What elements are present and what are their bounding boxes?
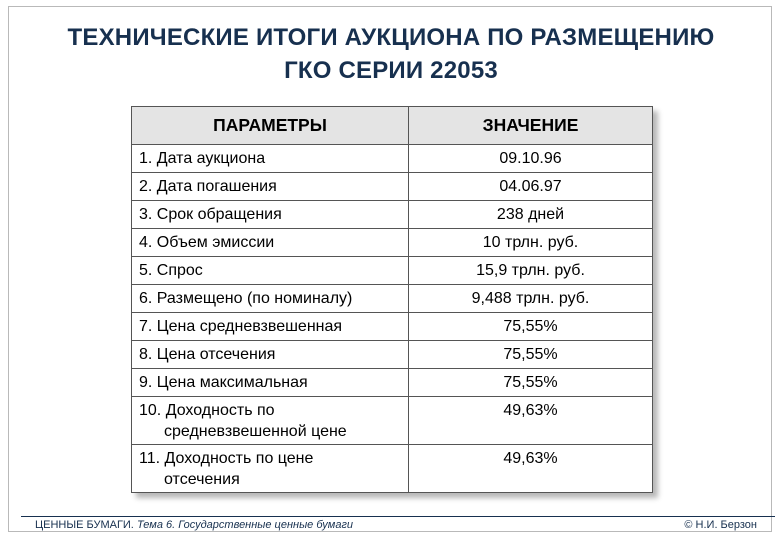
table-row [132,257,653,285]
param-cell: 4. Объем эмиссии [132,229,409,257]
table-row [132,173,653,201]
page-title [9,21,773,87]
param-cell: 2. Дата погашения [132,173,409,201]
param-cell: 7. Цена средневзвешенная [132,313,409,341]
value-cell: 10 трлн. руб. [409,229,653,257]
value-cell: 9,488 трлн. руб. [409,285,653,313]
column-header-value: ЗНАЧЕНИЕ [409,107,653,145]
value-cell: 09.10.96 [409,145,653,173]
table-row [132,369,653,397]
table-row [132,313,653,341]
param-text-continued: средневзвешенной цене [164,423,347,440]
value-cell: 238 дней [409,201,653,229]
param-cell: 5. Спрос [132,257,409,285]
value-cell: 75,55% [409,313,653,341]
value-cell: 49,63% [409,397,653,445]
table-header-row [132,107,653,145]
param-text: 11. Доходность по цене [139,450,314,467]
value-cell: 75,55% [409,369,653,397]
param-cell: 6. Размещено (по номиналу) [132,285,409,313]
param-text: 10. Доходность по [139,402,275,419]
table-row [132,397,653,445]
column-header-params: ПАРАМЕТРЫ [132,107,409,145]
title-line-2: ГКО СЕРИИ 22053 [284,57,498,84]
value-cell: 04.06.97 [409,173,653,201]
value-cell: 75,55% [409,341,653,369]
param-cell [132,445,409,493]
param-cell: 1. Дата аукциона [132,145,409,173]
value-cell: 49,63% [409,445,653,493]
table-row [132,201,653,229]
table-row [132,145,653,173]
footer-divider [21,516,775,517]
param-cell [132,397,409,445]
results-table [131,106,653,493]
title-line-1: ТЕХНИЧЕСКИЕ ИТОГИ АУКЦИОНА ПО РАЗМЕЩЕНИЮ [67,24,715,51]
table-row [132,341,653,369]
param-cell: 8. Цена отсечения [132,341,409,369]
footer-course-name: ЦЕННЫЕ БУМАГИ. [35,519,134,531]
footer-topic: Тема 6. Государственные ценные бумаги [136,519,353,531]
param-text-continued: отсечения [164,471,240,488]
param-cell: 3. Срок обращения [132,201,409,229]
table-row [132,285,653,313]
slide [8,6,772,532]
table-row [132,229,653,257]
footer-course [35,519,353,531]
value-cell: 15,9 трлн. руб. [409,257,653,285]
table-row [132,445,653,493]
footer-copyright: © Н.И. Берзон [684,519,757,531]
param-cell: 9. Цена максимальная [132,369,409,397]
